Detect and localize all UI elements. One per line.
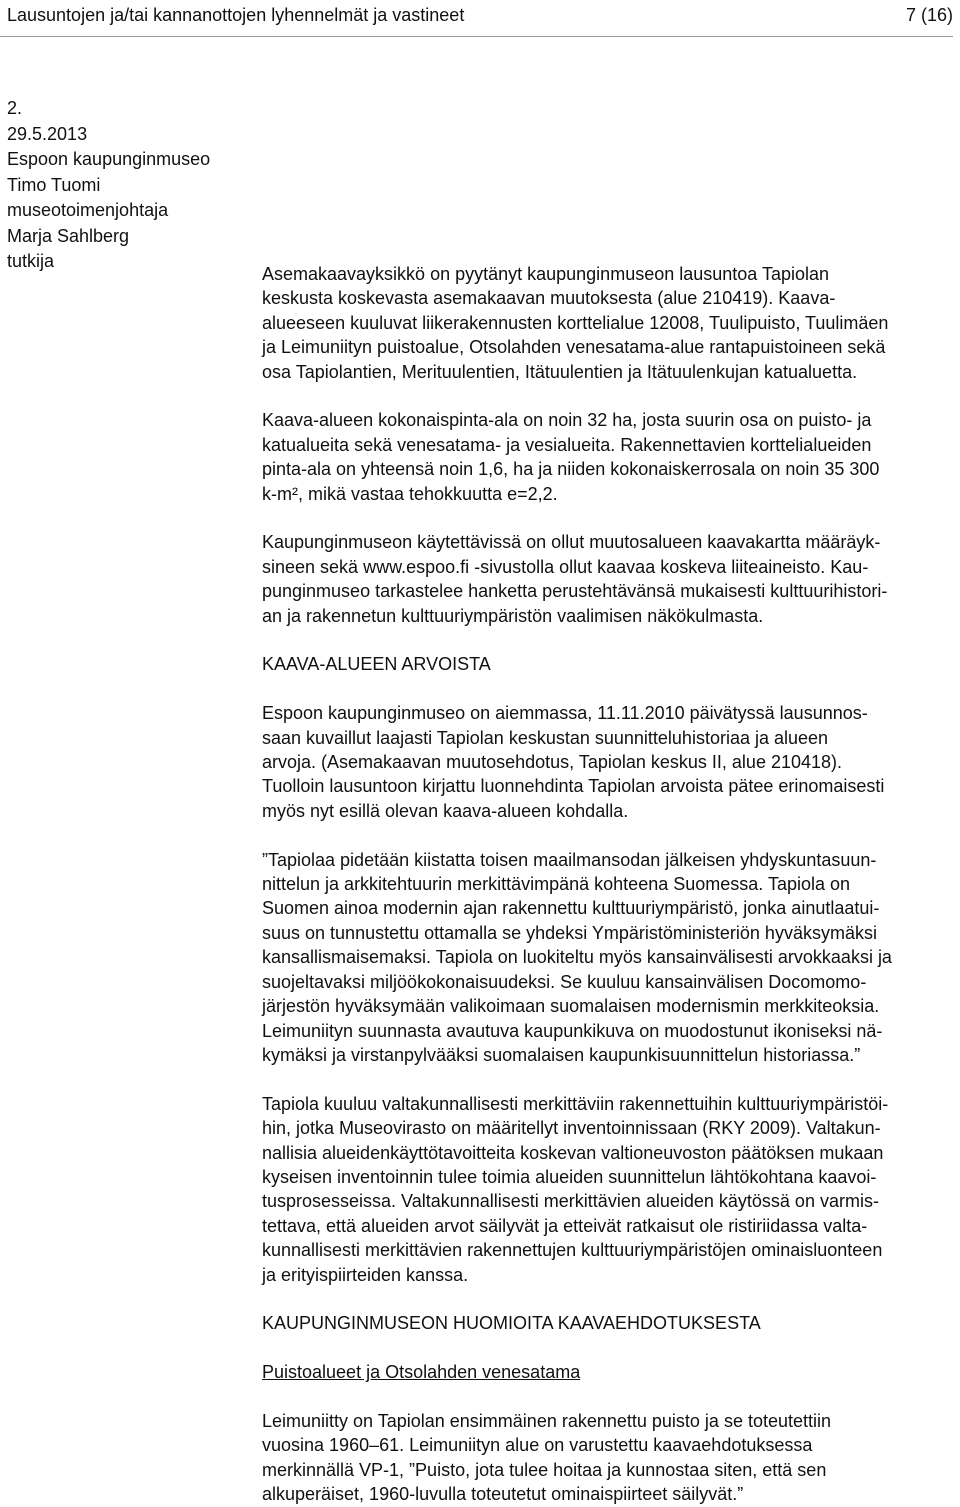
- section-heading-text: KAUPUNGINMUSEON HUOMIOITA KAAVAEHDOTUKSESTA: [262, 1313, 761, 1334]
- paragraph-gap: [262, 1067, 956, 1091]
- paragraph-gap: [262, 1336, 956, 1360]
- section-heading: [262, 1311, 956, 1335]
- section-heading: [262, 652, 956, 676]
- text-line: merkinnällä VP-1, ”Puisto, jota tulee hoitaa ja kunnostaa siten, että sen: [262, 1459, 827, 1480]
- text-line: keskusta koskevasta asemakaavan muutoksesta (alue 210419). Kaava-: [262, 288, 836, 309]
- header-divider: [0, 36, 953, 37]
- subsection-heading: [262, 1360, 956, 1384]
- text-line: tettava, että alueiden arvot säilyvät ja etteivät ratkaisut ole ristiriidassa valta-: [262, 1215, 868, 1236]
- text-line: nallisia alueidenkäyttötavoitteita koskevan valtioneuvoston päätöksen mukaan: [262, 1142, 884, 1163]
- text-line: ja erityispiirteiden kanssa.: [262, 1264, 469, 1285]
- paragraph: [262, 408, 956, 506]
- text-line: Tuolloin lausuntoon kirjattu luonnehdinta Tapiolan arvoista pätee erinomaisesti: [262, 776, 885, 797]
- paragraph: [262, 1092, 956, 1287]
- text-line: saan kuvaillut laajasti Tapiolan keskustan suunnitteluhistoriaa ja alueen: [262, 727, 829, 748]
- statement-date: 29.5.2013: [7, 123, 88, 144]
- paragraph: [262, 262, 956, 384]
- text-line: nittelun ja arkkitehtuurin merkittävimpänä kohteena Suomessa. Tapiola on: [262, 874, 851, 895]
- statement-organization: Espoon kaupunginmuseo: [7, 149, 211, 169]
- text-line: k-m², mikä vastaa tehokkuutta e=2,2.: [262, 483, 558, 504]
- text-line: Asemakaavayksikkö on pyytänyt kaupunginmuseon lausuntoa Tapiolan: [262, 264, 830, 284]
- text-line: katualueita sekä venesatama- ja vesialueita. Rakennettavien korttelialueiden: [262, 434, 872, 455]
- text-line: ja Leimuniityn puistoalue, Otsolahden venesatama-alue rantapuistoineen sekä: [262, 337, 886, 358]
- statement-number: 2.: [7, 98, 23, 118]
- text-line: ”Tapiolaa pidetään kiistatta toisen maailmansodan jälkeisen yhdyskuntasuun-: [262, 849, 877, 870]
- section-heading-text: KAAVA-ALUEEN ARVOISTA: [262, 654, 491, 675]
- subsection-heading-text: Puistoalueet ja Otsolahden venesatama: [262, 1362, 581, 1383]
- paragraph-gap: [262, 823, 956, 847]
- paragraph-gap: [262, 677, 956, 701]
- text-line: pinta-ala on yhteensä noin 1,6, ha ja niiden kokonaiskerrosala on noin 35 300: [262, 459, 880, 480]
- author-title: tutkija: [7, 251, 55, 271]
- text-line: arvoja. (Asemakaavan muutosehdotus, Tapiolan keskus II, alue 210418).: [262, 752, 843, 773]
- text-line: sineen sekä www.espoo.fi -sivustolla ollut kaavaa koskeva liiteaineisto. Kau-: [262, 556, 869, 577]
- text-line: Leimuniityn suunnasta avautuva kaupunkikuva on muodostunut ikoniseksi nä-: [262, 1020, 883, 1041]
- text-line: Suomen ainoa modernin ajan rakennettu kulttuuriympäristö, jonka ainutlaatui-: [262, 898, 880, 919]
- text-line: Kaava-alueen kokonaispinta-ala on noin 32 ha, josta suurin osa on puisto- ja: [262, 410, 872, 431]
- text-line: kansallismaisemaksi. Tapiola on luokiteltu myös kansainvälisesti arvokkaaksi ja: [262, 947, 892, 968]
- text-line: vuosina 1960–61. Leimuniityn alue on varustettu kaavaehdotuksessa: [262, 1435, 813, 1456]
- text-line: suojeltavaksi miljöökokonaisuudeksi. Se kuuluu kansainvälisen Docomomo-: [262, 971, 867, 992]
- text-line: hin, jotka Museovirasto on määritellyt inventoinnissaan (RKY 2009). Valtakun-: [262, 1118, 881, 1139]
- document-title: Lausuntojen ja/tai kannanottojen lyhennelmät ja vastineet: [7, 5, 465, 25]
- text-line: kyseisen inventoinnin tulee toimia alueiden suunnittelun lähtökohtana kaavoi-: [262, 1166, 877, 1187]
- statement-body: [262, 262, 956, 1507]
- statement-meta: [7, 96, 210, 275]
- text-line: järjestön hyväksymään valikoimaan suomalaisen modernismin merkkiteoksia.: [262, 996, 880, 1017]
- paragraph: [262, 701, 956, 823]
- quotation: [262, 848, 956, 1068]
- text-line: kymäksi ja virstanpylvääksi suomalaisen kaupunkisuunnittelun historiassa.”: [262, 1044, 861, 1065]
- author-name: Timo Tuomi: [7, 174, 101, 195]
- author-name: Marja Sahlberg: [7, 225, 130, 246]
- text-line: Leimuniitty on Tapiolan ensimmäinen rakennettu puisto ja se toteutettiin: [262, 1410, 832, 1431]
- text-line: Kaupunginmuseon käytettävissä on ollut muutosalueen kaavakartta määräyk-: [262, 532, 881, 553]
- paragraph: [262, 530, 956, 628]
- text-line: myös nyt esillä olevan kaava-alueen kohdalla.: [262, 800, 629, 821]
- text-line: an ja rakennetun kulttuuriympäristön vaalimisen näkökulmasta.: [262, 605, 764, 626]
- text-line: Espoon kaupunginmuseo on aiemmassa, 11.11.2010 päivätyssä lausunnos-: [262, 703, 868, 724]
- text-line: alkuperäiset, 1960-luvulla toteutetut ominaispiirteet säilyvät.”: [262, 1484, 744, 1505]
- paragraph-gap: [262, 1287, 956, 1311]
- paragraph-gap: [262, 628, 956, 652]
- text-line: osa Tapiolantien, Merituulentien, Itätuulentien ja Itätuulenkujan katualuetta.: [262, 361, 858, 382]
- text-line: alueeseen kuuluvat liikerakennusten korttelialue 12008, Tuulipuisto, Tuulimäen: [262, 312, 889, 333]
- paragraph-gap: [262, 384, 956, 408]
- paragraph-gap: [262, 1385, 956, 1409]
- paragraph-gap: [262, 506, 956, 530]
- text-line: Tapiola kuuluu valtakunnallisesti merkittäviin rakennettuihin kulttuuriympäristöi-: [262, 1093, 889, 1114]
- author-title: museotoimenjohtaja: [7, 200, 169, 220]
- text-line: suus on tunnustettu ottamalla se yhdeksi Ympäristöministeriön hyväksymäksi: [262, 922, 877, 943]
- page-header: [7, 2, 953, 28]
- page-number: 7 (16): [905, 5, 953, 25]
- text-line: tusprosesseissa. Valtakunnallisesti merkittävien alueiden käytössä on varmis-: [262, 1191, 879, 1212]
- text-line: kunnallisesti merkittävien rakennettujen kulttuuriympäristöjen ominaisluonteen: [262, 1240, 883, 1261]
- paragraph: [262, 1409, 956, 1507]
- text-line: punginmuseo tarkastelee hanketta perustehtävänsä mukaisesti kulttuurihistori-: [262, 581, 888, 602]
